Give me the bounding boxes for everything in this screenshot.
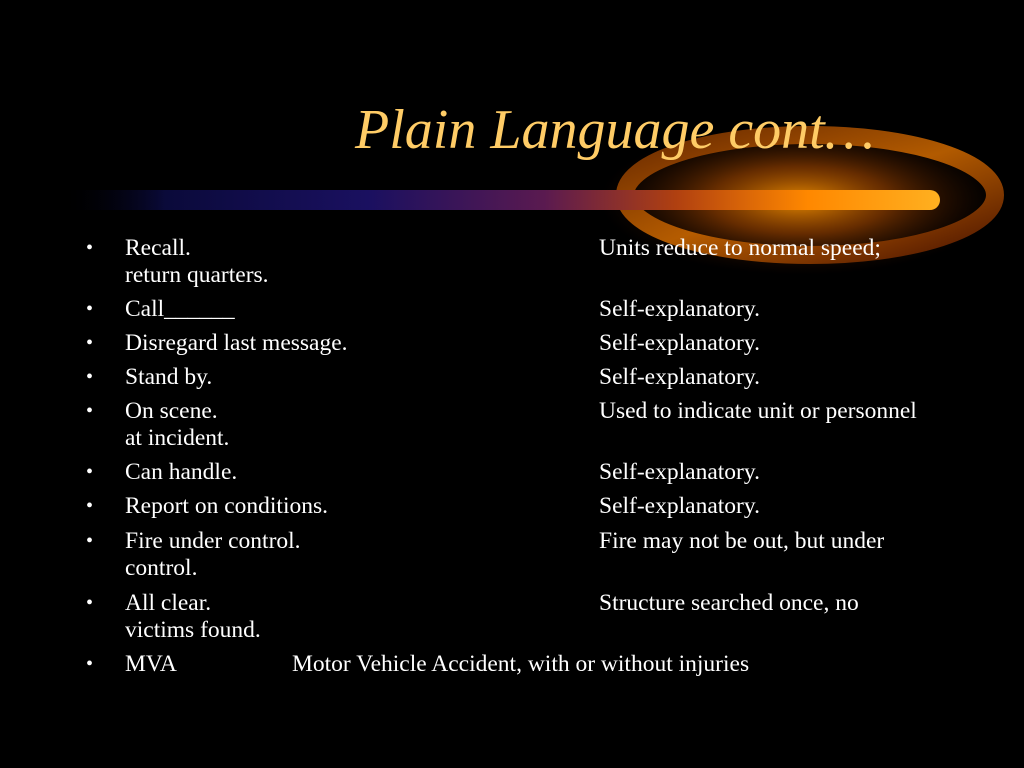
item-term: Report on conditions. [125, 493, 328, 519]
item-description: Self-explanatory. [599, 296, 760, 322]
list-item [0, 650, 1024, 678]
item-term: Disregard last message. [125, 330, 348, 356]
bullet-icon: • [86, 495, 94, 517]
item-continuation: at incident. [125, 425, 230, 451]
list-item [0, 458, 1024, 486]
item-description: Self-explanatory. [599, 459, 760, 485]
item-term: Fire under control. [125, 528, 301, 554]
list-item [0, 234, 1024, 288]
item-term: Can handle. [125, 459, 238, 485]
list-item [0, 329, 1024, 357]
list-item [0, 589, 1024, 643]
bullet-icon: • [86, 461, 94, 483]
bullet-icon: • [86, 653, 94, 675]
bullet-icon: • [86, 400, 94, 422]
bullet-icon: • [86, 366, 94, 388]
bullet-icon: • [86, 298, 94, 320]
list-item [0, 295, 1024, 323]
list-item [0, 397, 1024, 451]
item-term: On scene. [125, 398, 218, 424]
item-description: Structure searched once, no [599, 590, 859, 616]
item-term: All clear. [125, 590, 212, 616]
item-description: Motor Vehicle Accident, with or without injuries [292, 651, 750, 677]
item-description: Self-explanatory. [599, 493, 760, 519]
item-description: Used to indicate unit or personnel [599, 398, 917, 424]
item-continuation: victims found. [125, 617, 261, 643]
list-item [0, 363, 1024, 391]
item-term: Call______ [125, 296, 235, 322]
item-continuation: control. [125, 555, 198, 581]
bullet-icon: • [86, 237, 94, 259]
item-continuation: return quarters. [125, 262, 269, 288]
bullet-icon: • [86, 530, 94, 552]
page-title: Plain Language cont… [355, 99, 875, 161]
bullet-icon: • [86, 592, 94, 614]
item-term: Recall. [125, 235, 191, 261]
item-term: MVA [125, 651, 177, 677]
list-item [0, 527, 1024, 581]
item-description: Units reduce to normal speed; [599, 235, 881, 261]
item-description: Fire may not be out, but under [599, 528, 885, 554]
bullet-icon: • [86, 332, 94, 354]
item-description: Self-explanatory. [599, 364, 760, 390]
item-term: Stand by. [125, 364, 213, 390]
list-item [0, 492, 1024, 520]
item-description: Self-explanatory. [599, 330, 760, 356]
